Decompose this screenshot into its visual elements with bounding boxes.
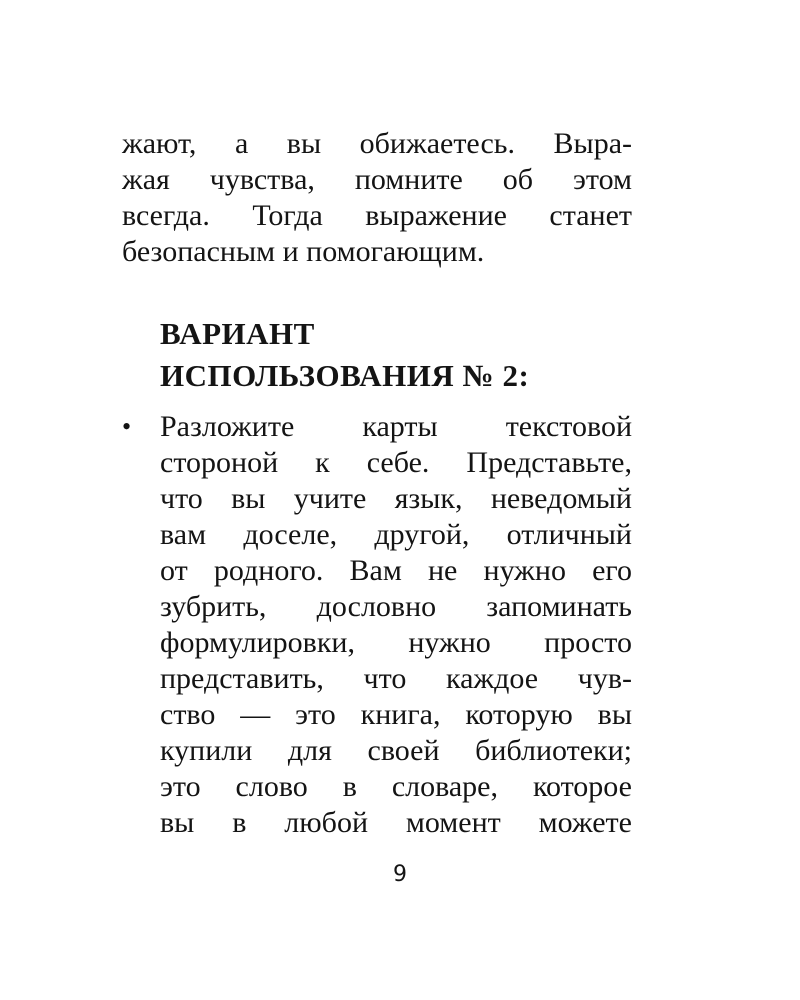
bullet-line: купили для своей библиотеки;	[160, 734, 632, 767]
bullet-line: вы в любой момент можете	[160, 806, 632, 839]
intro-line: безопасным и помогающим.	[122, 235, 485, 268]
bullet-line: представить, что каждое чув-	[160, 662, 632, 695]
bullet-line: стороной к себе. Представьте,	[160, 446, 632, 479]
intro-line: жая чувства, помните об этом	[122, 163, 632, 196]
intro-line: жают, а вы обижаетесь. Выра-	[122, 127, 632, 160]
bullet-line: вам доселе, другой, отличный	[160, 518, 632, 551]
bullet-marker: •	[122, 412, 132, 441]
bullet-line: формулировки, нужно просто	[160, 626, 632, 659]
bullet-line: ство — это книга, которую вы	[160, 698, 632, 731]
bullet-line: от родного. Вам не нужно его	[160, 554, 632, 587]
section-heading-line: ВАРИАНТ	[160, 316, 315, 351]
bullet-line: Разложите карты текстовой	[160, 410, 632, 443]
bullet-text	[160, 409, 632, 841]
page-number: 9	[393, 862, 407, 887]
section-heading-line: ИСПОЛЬЗОВАНИЯ № 2:	[160, 358, 530, 393]
intro-paragraph	[122, 126, 632, 270]
intro-line: всегда. Тогда выражение станет	[122, 199, 632, 232]
bullet-line: что вы учите язык, неведомый	[160, 482, 632, 515]
section-heading	[160, 313, 640, 397]
bullet-line: это слово в словаре, которое	[160, 770, 632, 803]
bullet-line: зубрить, дословно запоминать	[160, 590, 632, 623]
